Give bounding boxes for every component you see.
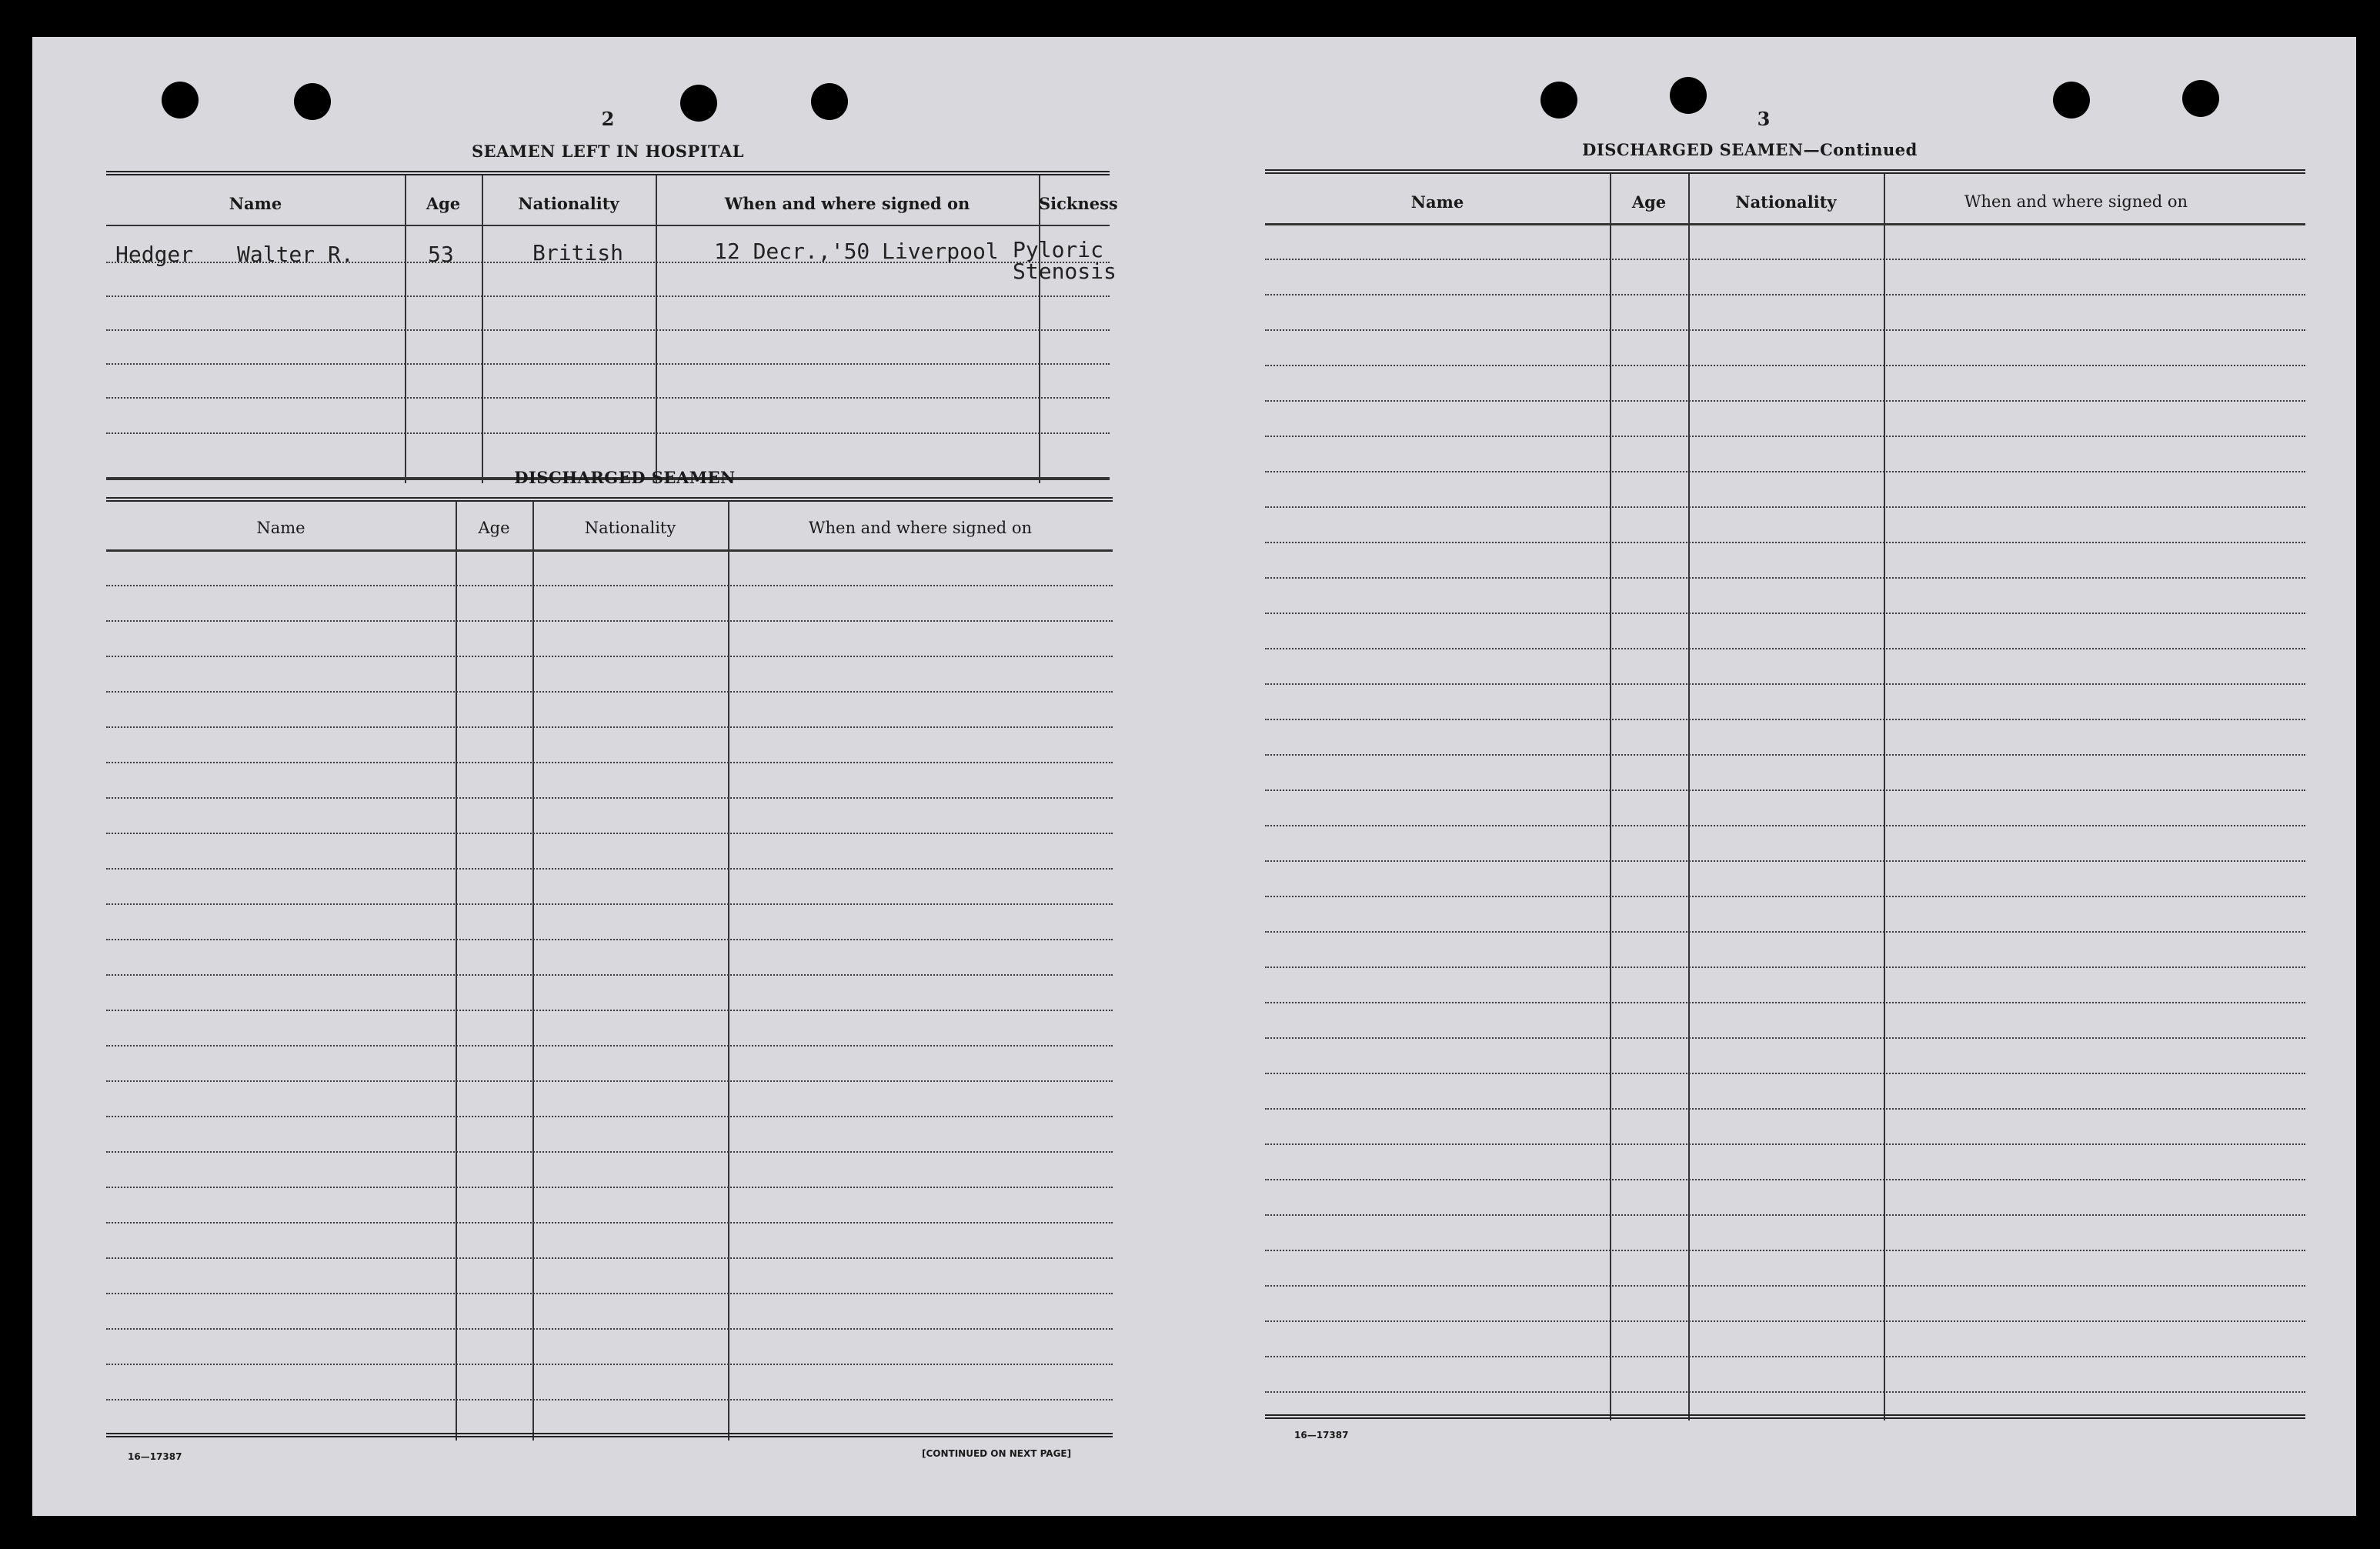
entry-given-names: Walter R. [237, 242, 354, 267]
header-signed-on: When and where signed on [724, 194, 970, 213]
punch-hole-icon [2053, 82, 2090, 119]
header-name: Name [256, 519, 305, 537]
bottom-rule [1265, 1414, 2305, 1419]
ledger-paper [32, 37, 2356, 1516]
header-age: Age [478, 519, 510, 537]
header-age: Age [426, 194, 461, 213]
entry-signed-date: 12 Decr.,'50 [714, 239, 870, 264]
discharged-table [106, 497, 1113, 1441]
entry-signed-place: Liverpool [882, 239, 999, 264]
page-number: 3 [1757, 108, 1771, 130]
header-sickness: Sickness [1039, 194, 1118, 213]
hospital-table [106, 171, 1118, 483]
header-name: Name [1410, 192, 1464, 212]
title-main: DISCHARGED SEAMEN [1582, 140, 1804, 159]
punch-hole-icon [2182, 80, 2219, 117]
punch-hole-icon [1540, 82, 1577, 119]
punch-hole-icon [680, 85, 717, 122]
punch-hole-icon [1670, 77, 1707, 114]
bottom-rule [106, 1433, 1113, 1437]
header-signed-on: When and where signed on [808, 519, 1033, 537]
header-nationality: Nationality [584, 519, 676, 537]
header-signed-on: When and where signed on [1964, 192, 2188, 211]
discharged-continued-title [1582, 140, 1918, 159]
header-age: Age [1631, 192, 1667, 212]
entry-surname: Hedger [115, 242, 194, 267]
continued-note: [CONTINUED ON NEXT PAGE] [922, 1448, 1072, 1459]
hospital-header-row [106, 194, 1118, 213]
discharged-section-title: DISCHARGED SEAMEN [514, 468, 736, 487]
punch-hole-icon [294, 83, 331, 120]
discharged-header-row [106, 519, 1113, 537]
header-nationality: Nationality [1735, 192, 1837, 212]
continued-header-row [1265, 192, 2305, 212]
discharged-continued-table [1265, 169, 2305, 1420]
entry-sickness-line2: Stenosis [1013, 259, 1117, 284]
form-code: 16—17387 [128, 1451, 182, 1462]
header-name: Name [229, 194, 282, 213]
hospital-section-title: SEAMEN LEFT IN HOSPITAL [471, 142, 745, 161]
punch-hole-icon [811, 83, 848, 120]
title-suffix: —Continued [1803, 140, 1918, 159]
entry-age: 53 [428, 242, 454, 267]
punch-hole-icon [162, 82, 199, 119]
entry-nationality: British [532, 240, 624, 265]
entry-sickness-line1: Pyloric [1013, 237, 1104, 262]
page-number: 2 [601, 108, 615, 130]
form-code: 16—17387 [1294, 1430, 1349, 1441]
header-nationality: Nationality [518, 194, 619, 213]
